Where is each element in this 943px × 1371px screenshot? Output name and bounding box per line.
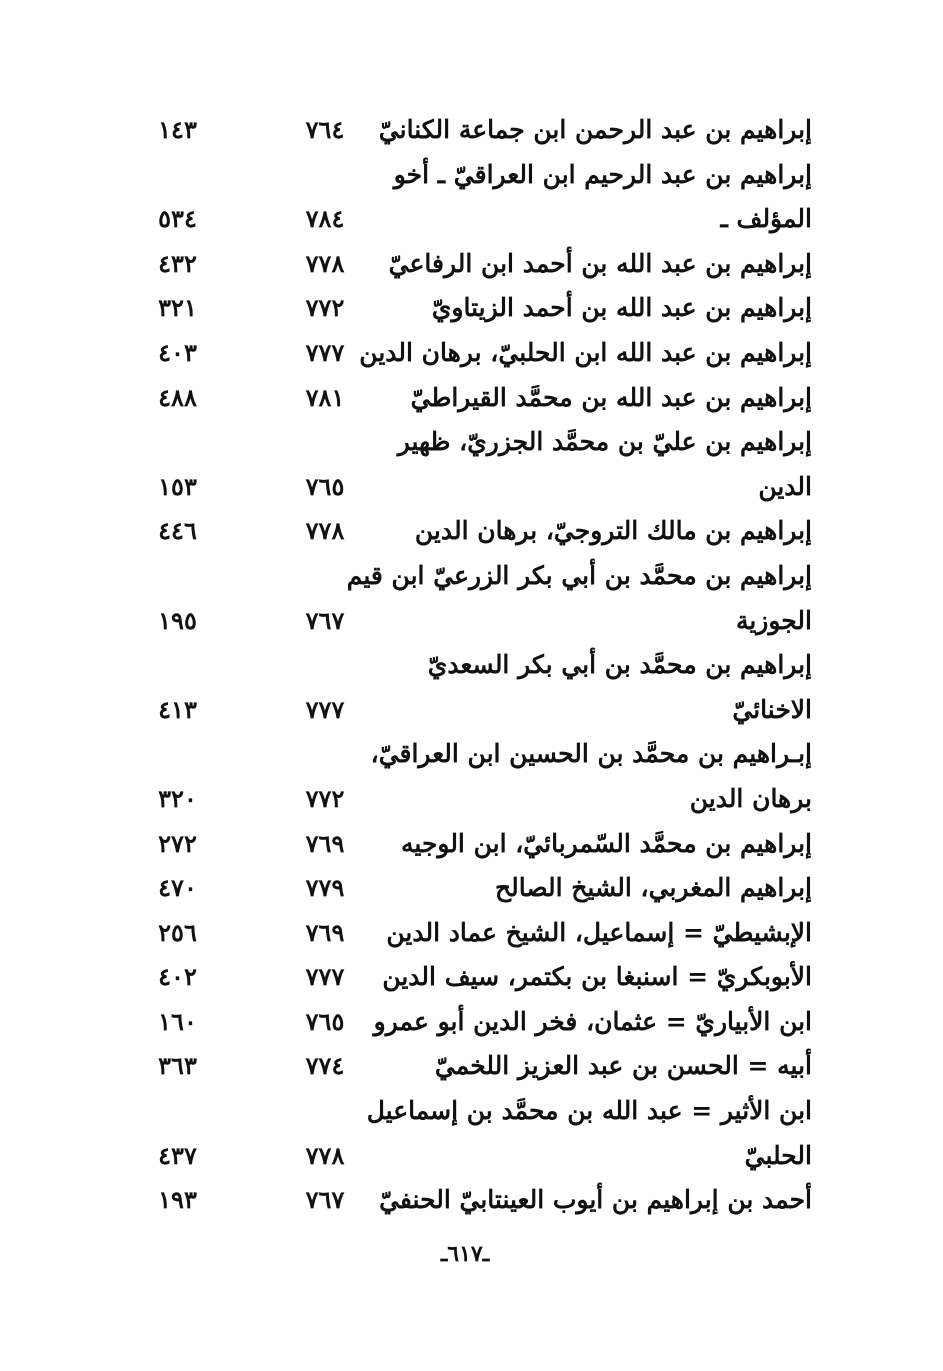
entry-page: ٤١٣ xyxy=(158,694,197,724)
entry-line xyxy=(140,1000,830,1045)
entry-name: الجوزية xyxy=(735,605,812,635)
entry-page: ٤٤٦ xyxy=(158,516,197,546)
entry-page: ٤٠٣ xyxy=(158,337,197,367)
entry-page: ١٥٣ xyxy=(158,471,197,501)
entry-name: إبراهيم بن محمَّد السّمربائيّ، ابن الوجيه xyxy=(401,828,812,858)
entry-name: الأبوبكريّ = اسنبغا بن بكتمر، سيف الدين xyxy=(382,962,812,992)
entry-name: إبراهيم بن عبد الله ابن الحلبيّ، برهان الدين xyxy=(359,337,812,367)
entry-name: إبراهيم بن عبد الله بن أحمد الزيتاويّ xyxy=(431,293,812,323)
entry-page: ٢٧٢ xyxy=(158,828,197,858)
entry-line xyxy=(140,242,830,287)
entry-page: ٣٦٣ xyxy=(158,1051,197,1081)
index-entry xyxy=(140,242,830,287)
entry-name: أبيه = الحسن بن عبد العزيز اللخميّ xyxy=(434,1051,812,1081)
entry-year: ٧٦٤ xyxy=(305,115,345,144)
entry-line xyxy=(140,911,830,956)
index-entry xyxy=(140,420,830,509)
index-entry xyxy=(140,911,830,956)
entry-line xyxy=(140,197,830,242)
entry-name: أحمد بن إبراهيم بن أيوب العينتابيّ الحنفيّ xyxy=(379,1185,812,1215)
entry-year: ٧٦٧ xyxy=(305,605,345,635)
entry-name: إبراهيم بن محمَّد بن أبي بكر الزرعيّ ابن قيم xyxy=(346,560,812,590)
entry-year: ٧٦٥ xyxy=(305,471,345,501)
entry-line xyxy=(140,777,830,822)
entry-year: ٧٨٤ xyxy=(305,204,345,234)
index-entry xyxy=(140,732,830,821)
entry-name: ابن الأبياريّ = عثمان، فخر الدين أبو عمرو xyxy=(373,1006,812,1036)
entry-year: ٧٧٧ xyxy=(305,337,345,367)
entry-year: ٧٦٩ xyxy=(305,917,345,947)
entry-year: ٧٧٤ xyxy=(305,1051,345,1081)
entry-year: ٧٨١ xyxy=(305,382,345,412)
entry-line xyxy=(140,599,830,644)
entry-page: ٤٨٨ xyxy=(158,382,197,412)
entry-name: إبراهيم المغربي، الشيخ الصالح xyxy=(494,873,812,903)
entry-line xyxy=(140,286,830,331)
entry-page: ٣٢٠ xyxy=(158,783,197,813)
entry-line xyxy=(140,866,830,911)
entry-line xyxy=(140,643,830,688)
entry-name: إبراهيم بن محمَّد بن أبي بكر السعديّ xyxy=(427,650,812,680)
index-entry xyxy=(140,1089,830,1178)
entry-page: ٤٣٧ xyxy=(158,1140,197,1170)
entry-page: ٤٣٢ xyxy=(158,248,197,278)
index-entry xyxy=(140,286,830,331)
entry-page: ٢٥٦ xyxy=(158,917,197,947)
index-entry xyxy=(140,955,830,1000)
index-entry xyxy=(140,153,830,242)
index-entry xyxy=(140,331,830,376)
index-entry xyxy=(140,554,830,643)
index-entry xyxy=(140,822,830,867)
entry-name: إبراهيم بن مالك التروجيّ، برهان الدين xyxy=(414,516,812,546)
entry-name: إبراهيم بن عبد الرحيم ابن العراقيّ ـ أخو xyxy=(393,159,812,189)
entry-line xyxy=(140,955,830,1000)
index-entry xyxy=(140,643,830,732)
entry-year: ٧٧٢ xyxy=(305,293,345,323)
entry-line xyxy=(140,1134,830,1179)
entry-year: ٧٧٩ xyxy=(305,873,345,903)
entry-year: ٧٦٧ xyxy=(305,1185,345,1215)
entry-page: ١٦٠ xyxy=(158,1006,197,1036)
entry-line xyxy=(140,732,830,777)
entry-line xyxy=(140,1089,830,1134)
entry-name: الإبشيطيّ = إسماعيل، الشيخ عماد الدين xyxy=(386,917,812,947)
entry-year: ٧٧٧ xyxy=(305,962,345,992)
entry-name: إبراهيم بن عبد الله بن أحمد ابن الرفاعيّ xyxy=(388,248,812,278)
entry-year: ٧٧٨ xyxy=(305,1140,345,1170)
entry-year: ٧٧٨ xyxy=(305,516,345,546)
entry-year: ٧٦٩ xyxy=(305,828,345,858)
entry-line xyxy=(140,822,830,867)
entry-line xyxy=(140,331,830,376)
entry-page: ٤٠٢ xyxy=(158,962,197,992)
entry-page: ١٩٥ xyxy=(158,605,197,635)
entry-page: ٣٢١ xyxy=(158,293,197,323)
entry-year: ٧٦٥ xyxy=(305,1006,345,1036)
index-entry xyxy=(140,1178,830,1223)
entry-name: برهان الدين xyxy=(689,783,812,813)
index-entry xyxy=(140,866,830,911)
index-entry xyxy=(140,1044,830,1089)
entry-name: الاخنائيّ xyxy=(732,694,812,724)
entry-line xyxy=(140,153,830,198)
page-number: ـ٦١٧ـ xyxy=(440,1241,490,1267)
entry-name: الدين xyxy=(758,471,812,501)
entry-name: ابن الأثير = عبد الله بن محمَّد بن إسماعيل xyxy=(366,1096,812,1126)
entry-page: ٥٣٤ xyxy=(158,204,197,234)
entry-line xyxy=(140,1178,830,1223)
entry-line xyxy=(140,108,830,153)
entry-name: الحلبيّ xyxy=(744,1140,812,1170)
entry-name: إبراهيم بن عبد الله بن محمَّد القيراطيّ xyxy=(410,382,812,412)
index-entry xyxy=(140,108,830,153)
entry-page: ١٤٣ xyxy=(158,115,197,144)
entry-line xyxy=(140,420,830,465)
index-entry xyxy=(140,1000,830,1045)
index-entry xyxy=(140,376,830,421)
entry-name: المؤلف ـ xyxy=(720,204,812,234)
entry-line xyxy=(140,465,830,510)
entry-page: ٤٧٠ xyxy=(158,873,197,903)
entry-page: ١٩٣ xyxy=(158,1185,197,1215)
entry-line xyxy=(140,1044,830,1089)
index-list xyxy=(140,108,830,1223)
entry-name: إبراهيم بن عبد الرحمن ابن جماعة الكنانيّ xyxy=(378,115,812,144)
entry-line xyxy=(140,509,830,554)
entry-year: ٧٧٨ xyxy=(305,248,345,278)
entry-line xyxy=(140,554,830,599)
entry-year: ٧٧٢ xyxy=(305,783,345,813)
index-entry xyxy=(140,509,830,554)
entry-year: ٧٧٧ xyxy=(305,694,345,724)
entry-line xyxy=(140,688,830,733)
entry-name: إبراهيم بن عليّ بن محمَّد الجزريّ، ظهير xyxy=(397,427,812,457)
entry-name: إبـراهيم بن محمَّد بن الحسين ابن العراقيّ، xyxy=(370,739,812,769)
entry-line xyxy=(140,376,830,421)
